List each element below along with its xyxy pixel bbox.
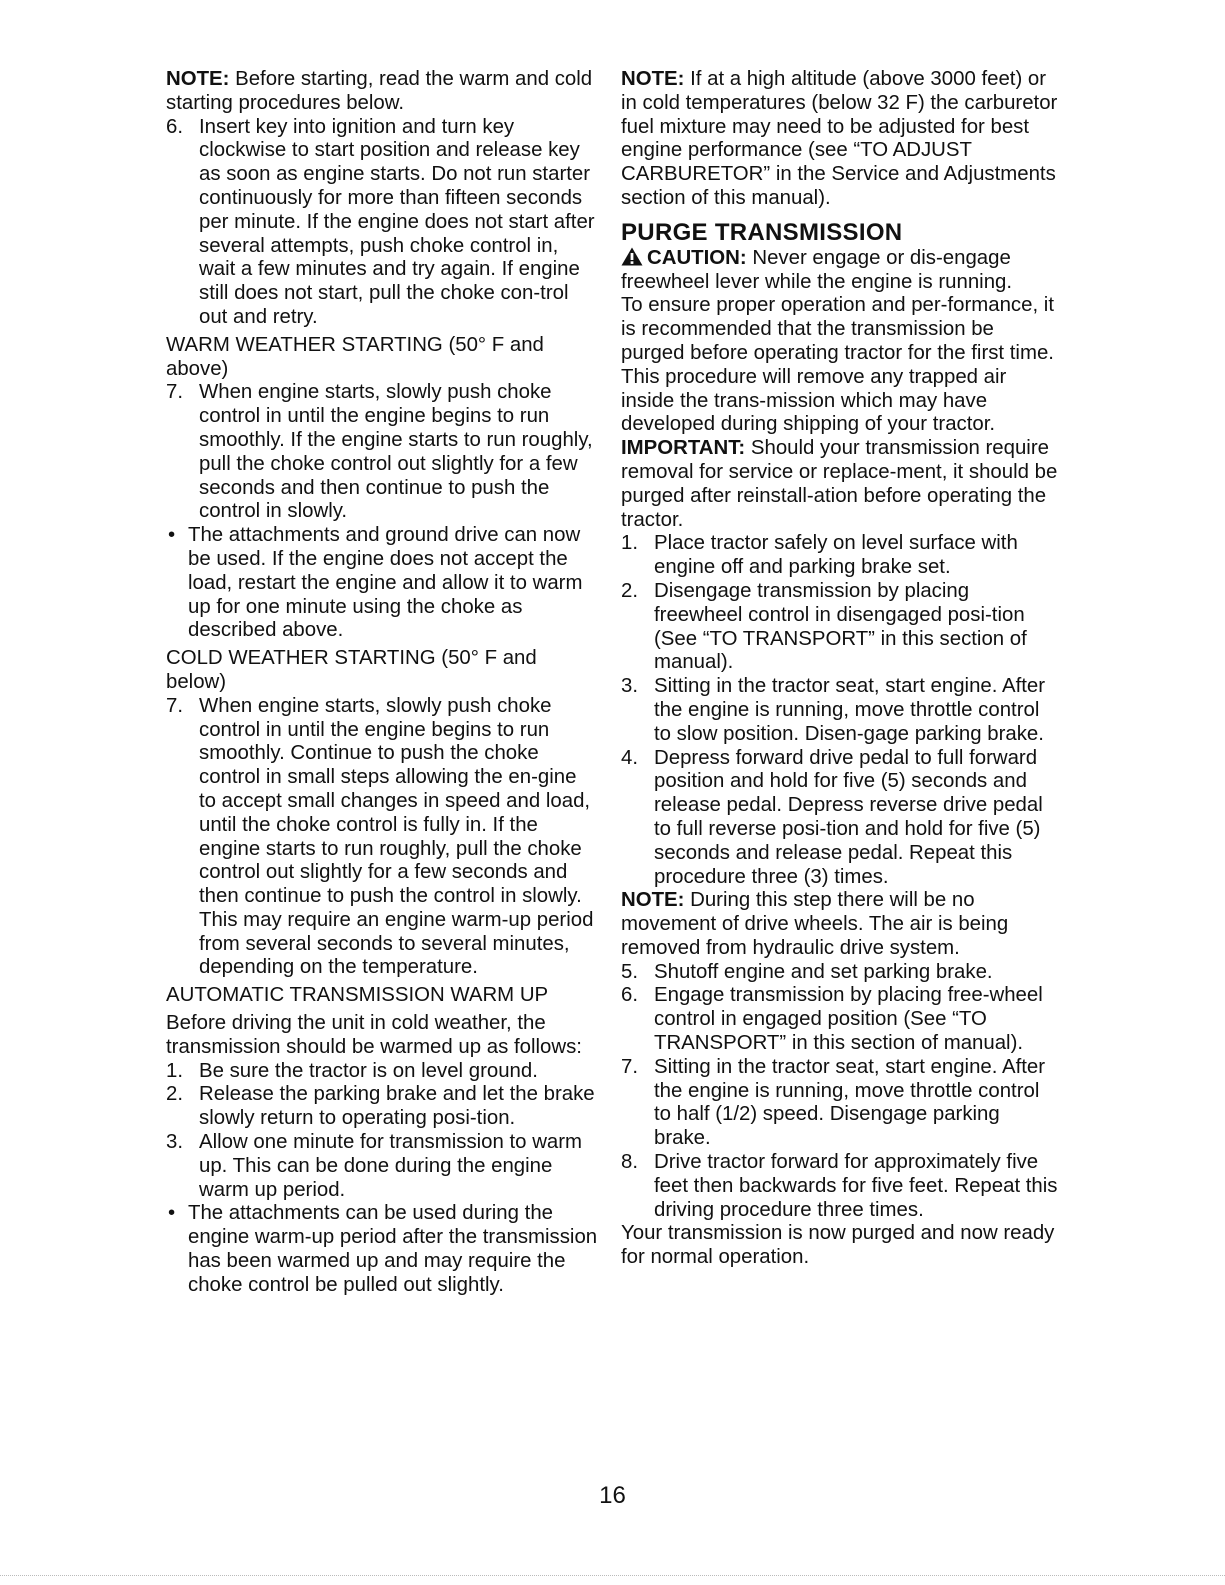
- bullet-icon: •: [168, 1202, 176, 1225]
- auto-step: [166, 1131, 598, 1202]
- step-text: Be sure the tractor is on level ground.: [199, 1059, 538, 1082]
- auto-transmission-intro: Before driving the unit in cold weather, the transmission should be warmed up as follows:: [166, 1012, 582, 1058]
- step-number: 5.: [621, 960, 639, 983]
- step-number: 1.: [166, 1059, 184, 1082]
- step-number: 2.: [166, 1083, 184, 1106]
- step-text: Shutoff engine and set parking brake.: [654, 960, 993, 983]
- caution-text: Never engage or dis-engage freewheel lever while the engine is running.: [621, 246, 1013, 293]
- warm-step-7: [166, 381, 598, 524]
- step-text: Sitting in the tractor seat, start engine. After the engine is running, move throttle control to slow position. Disen-gage parking brake.: [654, 675, 1046, 745]
- purge-transmission-heading: PURGE TRANSMISSION: [621, 218, 903, 246]
- step-number: 2.: [621, 579, 639, 602]
- step-number: 7.: [166, 694, 184, 717]
- step-number: 7.: [621, 1055, 639, 1078]
- step-number: 7.: [166, 381, 184, 404]
- important-text: Should your transmission require removal for service or replace-ment, it should be purged after reinstall-ation before operating the tractor.: [621, 437, 1058, 531]
- purge-step: [621, 580, 1061, 675]
- caution-label: CAUTION:: [647, 246, 747, 269]
- note-text: If at a high altitude (above 3000 feet) or in cold temperatures (below 32 F) the carburetor fuel mixture may need to be adjusted for best engine performance (see “TO ADJUST CARBURETOR” in the Service and Adjustments section of this manual).: [621, 68, 1058, 209]
- step-text: Sitting in the tractor seat, start engine. After the engine is running, move throttle control to half (1/2) speed. Disengage parking brake.: [654, 1055, 1046, 1150]
- step-text: When engine starts, slowly push choke control in until the engine begins to run smoothly. Continue to push the choke control in small steps allowing the en-gine to accept small changes in speed and load, until the choke control is fully in. If the engine starts to run roughly, pull the choke control out slightly for a few seconds and then continue to push the control in slowly. This may require an engine warm-up period from several seconds to several minutes, depending on the temperature.: [199, 694, 594, 979]
- step-number: 1.: [621, 532, 639, 555]
- note-text: During this step there will be no movement of drive wheels. The air is being removed from hydraulic drive system.: [621, 889, 1009, 959]
- altitude-note: [621, 68, 1061, 211]
- cold-step-7: [166, 695, 598, 981]
- step-text: Release the parking brake and let the brake slowly return to operating posi-tion.: [199, 1083, 595, 1130]
- purge-step: [621, 675, 1061, 746]
- important-notice: [621, 437, 1061, 532]
- note-text: Before starting, read the warm and cold starting procedures below.: [166, 68, 593, 114]
- drive-wheels-note: [621, 889, 1061, 960]
- left-column: [166, 68, 598, 1298]
- step-text: Drive tractor forward for approximately five feet then backwards for five feet. Repeat this driving procedure three times.: [654, 1151, 1058, 1221]
- auto-transmission-heading: AUTOMATIC TRANSMISSION WARM UP: [166, 984, 549, 1007]
- purge-step: [621, 747, 1061, 890]
- note-label: NOTE:: [621, 68, 685, 90]
- auto-step: [166, 1083, 598, 1131]
- bottom-divider: [0, 1575, 1225, 1577]
- page-number: 16: [599, 1482, 626, 1509]
- step-text: Depress forward drive pedal to full forward position and hold for five (5) seconds and release pedal. Depress reverse drive pedal to full reverse posi-tion and hold for five (5) seconds and release pedal. Repeat this procedure three (3) times.: [654, 746, 1043, 888]
- cold-weather-heading: COLD WEATHER STARTING (50° F and below): [166, 647, 537, 693]
- step-text: Place tractor safely on level surface with engine off and parking brake set.: [654, 532, 1018, 579]
- closing-text: Your transmission is now purged and now ready for normal operation.: [621, 1222, 1055, 1269]
- important-label: IMPORTANT:: [621, 437, 746, 460]
- purge-intro: To ensure proper operation and per-formance, it is recommended that the transmission be purged before operating tractor for the first time. This procedure will remove any trapped air inside the trans-mission which may have developed during shipping of your tractor.: [621, 294, 1054, 436]
- purge-step: [621, 1151, 1061, 1222]
- step-number: 6.: [166, 115, 184, 138]
- purge-step: [621, 1056, 1061, 1151]
- purge-step: [621, 984, 1061, 1055]
- starting-note: [166, 68, 598, 116]
- step-text: Disengage transmission by placing freewheel control in disengaged posi-tion (See “TO TRANSPORT” in this section of manual).: [654, 579, 1027, 674]
- step-number: 4.: [621, 746, 639, 769]
- step-text: Insert key into ignition and turn key clockwise to start position and release key as soon as engine starts. Do not run starter continuously for more than fifteen seconds per minute. If the engine does not start after several attempts, push choke control in, wait a few minutes and try again. If engine still does not start, pull the choke con-trol out and retry.: [199, 115, 595, 328]
- right-column: [621, 68, 1061, 1270]
- warning-triangle-icon: [621, 247, 643, 266]
- auto-step: [166, 1060, 598, 1084]
- step-text: Allow one minute for transmission to warm up. This can be done during the engine warm up period.: [199, 1131, 583, 1201]
- start-step-6: [166, 116, 598, 330]
- caution-notice: [621, 247, 1061, 295]
- bullet-icon: •: [168, 524, 176, 547]
- step-text: Engage transmission by placing free-wheel control in engaged position (See “TO TRANSPORT” in this section of manual).: [654, 984, 1043, 1055]
- step-number: 3.: [166, 1131, 184, 1154]
- note-label: NOTE:: [621, 889, 685, 912]
- step-text: When engine starts, slowly push choke control in until the engine begins to run smoothly. If the engine starts to run roughly, pull the choke control out slightly for a few seconds and then continue to push the control in slowly.: [199, 381, 593, 523]
- note-label: NOTE:: [166, 68, 230, 90]
- warm-bullet: [166, 524, 598, 643]
- step-number: 3.: [621, 675, 639, 698]
- auto-bullet: [166, 1202, 598, 1297]
- warm-weather-heading: WARM WEATHER STARTING (50° F and above): [166, 333, 544, 380]
- purge-step: [621, 961, 1061, 985]
- bullet-text: The attachments can be used during the engine warm-up period after the transmission has been warmed up and may require the choke control be pulled out slightly.: [188, 1202, 598, 1296]
- step-number: 6.: [621, 984, 639, 1007]
- purge-step: [621, 532, 1061, 580]
- bullet-text: The attachments and ground drive can now be used. If the engine does not accept the load, restart the engine and allow it to warm up for one minute using the choke as described above.: [188, 524, 583, 642]
- step-number: 8.: [621, 1151, 639, 1174]
